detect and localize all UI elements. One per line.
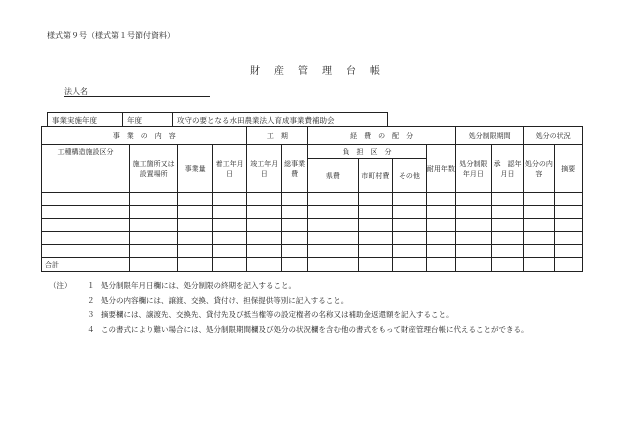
cell[interactable] bbox=[358, 193, 393, 206]
cell[interactable] bbox=[282, 219, 308, 232]
cell[interactable] bbox=[393, 193, 427, 206]
cell[interactable] bbox=[42, 232, 130, 245]
table-row bbox=[42, 193, 583, 206]
note-text: 処分制限年月日欄には、処分制限の終期を記入すること。 bbox=[101, 281, 296, 290]
cell[interactable] bbox=[212, 193, 247, 206]
header-sonota: その他 bbox=[393, 159, 427, 193]
corp-name-label: 法人名 bbox=[64, 87, 88, 96]
cell[interactable] bbox=[393, 219, 427, 232]
cell[interactable] bbox=[393, 258, 427, 272]
cell[interactable] bbox=[554, 258, 582, 272]
cell[interactable] bbox=[247, 258, 282, 272]
cell[interactable] bbox=[456, 219, 492, 232]
notes-lead: （注） bbox=[49, 281, 72, 290]
cell[interactable] bbox=[426, 232, 455, 245]
title-char: 産 bbox=[274, 66, 284, 77]
header-keihi-haibun: 経 費 の 配 分 bbox=[308, 127, 456, 145]
cell[interactable] bbox=[456, 245, 492, 258]
cell[interactable] bbox=[491, 193, 524, 206]
cell[interactable] bbox=[524, 206, 554, 219]
header-jigyo-naiyo: 事 業 の 内 容 bbox=[42, 127, 247, 145]
cell[interactable] bbox=[308, 219, 358, 232]
cell[interactable] bbox=[247, 219, 282, 232]
cell[interactable] bbox=[308, 206, 358, 219]
cell[interactable] bbox=[247, 232, 282, 245]
note-text: 処分の内容欄には、譲渡、交換、貸付け、担保提供等別に記入すること。 bbox=[101, 295, 349, 305]
cell[interactable] bbox=[178, 258, 213, 272]
cell[interactable] bbox=[212, 232, 247, 245]
cell[interactable] bbox=[554, 193, 582, 206]
cell[interactable] bbox=[426, 193, 455, 206]
note-text: この書式により難い場合には、処分制限期間欄及び処分の状況欄を含む他の書式をもって財産管理台帳に代えることができる。 bbox=[101, 324, 529, 334]
note-text: 摘要欄には、譲渡先、交換先、貸付先及び抵当権等の設定権者の名称又は補助金返還額を記入すること。 bbox=[101, 310, 454, 319]
cell[interactable] bbox=[358, 219, 393, 232]
cell[interactable] bbox=[554, 219, 582, 232]
cell[interactable] bbox=[426, 245, 455, 258]
cell[interactable] bbox=[212, 206, 247, 219]
table-row bbox=[42, 206, 583, 219]
project-year-label: 事業実施年度 bbox=[48, 113, 123, 127]
note-item bbox=[49, 279, 529, 294]
title-char: 理 bbox=[322, 66, 332, 77]
cell[interactable] bbox=[130, 206, 178, 219]
cell[interactable] bbox=[358, 258, 393, 272]
cell[interactable] bbox=[554, 245, 582, 258]
project-row bbox=[47, 112, 388, 127]
title-char: 台 bbox=[346, 66, 356, 77]
header-kenpi: 県費 bbox=[308, 159, 358, 193]
header-seigen-ymd: 処分制限年月日 bbox=[456, 145, 492, 193]
cell[interactable] bbox=[491, 206, 524, 219]
header-tekiyo: 摘要 bbox=[554, 145, 582, 193]
cell[interactable] bbox=[282, 193, 308, 206]
cell[interactable] bbox=[130, 258, 178, 272]
total-row bbox=[42, 258, 583, 272]
cell[interactable] bbox=[358, 245, 393, 258]
table-row bbox=[42, 232, 583, 245]
cell[interactable] bbox=[282, 206, 308, 219]
note-number: ２ bbox=[87, 295, 95, 305]
cell[interactable] bbox=[491, 219, 524, 232]
cell[interactable] bbox=[524, 219, 554, 232]
cell[interactable] bbox=[42, 245, 130, 258]
cell[interactable] bbox=[308, 232, 358, 245]
cell[interactable] bbox=[524, 245, 554, 258]
header-sojigyohi: 総事業費 bbox=[282, 145, 308, 193]
header-chakko: 着工年月日 bbox=[212, 145, 247, 193]
cell[interactable] bbox=[308, 258, 358, 272]
cell[interactable] bbox=[282, 258, 308, 272]
cell[interactable] bbox=[212, 219, 247, 232]
header-taiyo-nensu: 耐用年数 bbox=[426, 145, 455, 193]
note-item bbox=[49, 294, 529, 309]
asset-ledger-table bbox=[41, 126, 583, 272]
cell[interactable] bbox=[393, 245, 427, 258]
header-shobun-naiyo: 処分の内 容 bbox=[524, 145, 554, 193]
cell[interactable] bbox=[393, 232, 427, 245]
cell[interactable] bbox=[130, 232, 178, 245]
note-number: ３ bbox=[87, 310, 95, 319]
cell[interactable] bbox=[178, 193, 213, 206]
cell[interactable] bbox=[282, 232, 308, 245]
cell[interactable] bbox=[524, 193, 554, 206]
cell[interactable] bbox=[247, 245, 282, 258]
title-char: 管 bbox=[298, 66, 308, 77]
cell[interactable] bbox=[130, 245, 178, 258]
cell[interactable] bbox=[426, 258, 455, 272]
header-koki: 工 期 bbox=[247, 127, 308, 145]
cell[interactable] bbox=[524, 232, 554, 245]
cell[interactable] bbox=[308, 245, 358, 258]
header-futan-kubun: 負 担 区 分 bbox=[308, 145, 426, 159]
cell[interactable] bbox=[491, 245, 524, 258]
cell[interactable] bbox=[178, 219, 213, 232]
cell[interactable] bbox=[491, 232, 524, 245]
table-row bbox=[42, 219, 583, 232]
cell[interactable] bbox=[358, 232, 393, 245]
header-shobun-kikan: 処分制限期間 bbox=[456, 127, 524, 145]
cell[interactable] bbox=[212, 245, 247, 258]
nendo-label: 年度 bbox=[123, 113, 173, 127]
cell[interactable] bbox=[212, 258, 247, 272]
cell[interactable] bbox=[456, 232, 492, 245]
table-row bbox=[42, 245, 583, 258]
header-shonin-ymd: 承 認年月日 bbox=[491, 145, 524, 193]
note-number: １ bbox=[87, 281, 95, 290]
cell[interactable] bbox=[247, 206, 282, 219]
cell[interactable] bbox=[393, 206, 427, 219]
note-number: ４ bbox=[87, 324, 95, 334]
cell[interactable] bbox=[426, 206, 455, 219]
header-jigyoryo: 事業量 bbox=[178, 145, 213, 193]
corp-name-field[interactable] bbox=[64, 96, 210, 97]
cell[interactable] bbox=[554, 206, 582, 219]
cell[interactable] bbox=[130, 219, 178, 232]
title-char: 財 bbox=[250, 66, 260, 77]
note-item bbox=[49, 308, 529, 323]
cell[interactable] bbox=[42, 219, 130, 232]
project-name: 攻守の要となる水田農業法人育成事業費補助会 bbox=[177, 115, 335, 125]
total-label: 合計 bbox=[42, 258, 130, 272]
header-shobun-jokyo: 処分の状況 bbox=[524, 127, 583, 145]
cell[interactable] bbox=[308, 193, 358, 206]
cell[interactable] bbox=[42, 206, 130, 219]
cell[interactable] bbox=[178, 206, 213, 219]
cell[interactable] bbox=[178, 245, 213, 258]
cell[interactable] bbox=[42, 193, 130, 206]
cell[interactable] bbox=[130, 193, 178, 206]
cell[interactable] bbox=[456, 206, 492, 219]
cell[interactable] bbox=[178, 232, 213, 245]
header-sekko-basho: 施工箇所又は設置場所 bbox=[130, 145, 178, 193]
note-item bbox=[49, 323, 529, 338]
cell[interactable] bbox=[456, 258, 492, 272]
cell[interactable] bbox=[554, 232, 582, 245]
cell[interactable] bbox=[456, 193, 492, 206]
form-number: 様式第９号（様式第１号節付資料） bbox=[47, 31, 175, 40]
header-koshu: 工種構造施設区分 bbox=[42, 145, 130, 193]
cell[interactable] bbox=[247, 193, 282, 206]
page-title bbox=[0, 62, 630, 77]
cell[interactable] bbox=[282, 245, 308, 258]
cell[interactable] bbox=[524, 258, 554, 272]
header-shichosonpi: 市町村費 bbox=[358, 159, 393, 193]
notes bbox=[49, 279, 529, 337]
cell[interactable] bbox=[491, 258, 524, 272]
cell[interactable] bbox=[358, 206, 393, 219]
title-char: 帳 bbox=[370, 66, 380, 77]
header-shunko: 竣工年月日 bbox=[247, 145, 282, 193]
cell[interactable] bbox=[426, 219, 455, 232]
